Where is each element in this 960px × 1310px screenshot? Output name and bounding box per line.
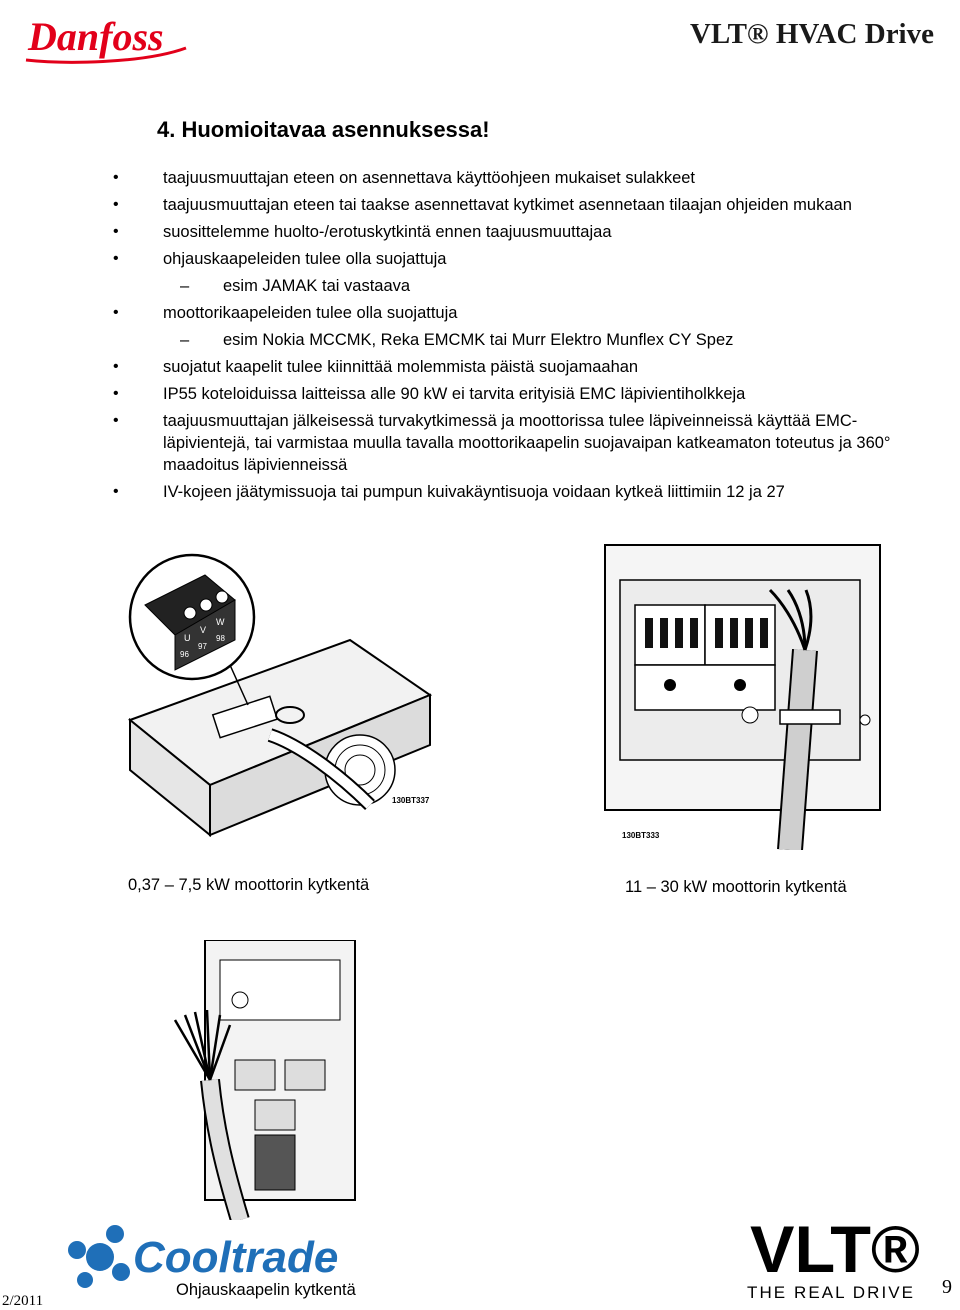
figure-code: 130BT337 bbox=[392, 796, 430, 805]
control-cable-figure bbox=[165, 940, 375, 1220]
vlt-logo-text: VLT® bbox=[750, 1212, 920, 1286]
list-item: • moottorikaapeleiden tulee olla suojattuja bbox=[113, 304, 458, 322]
footer-caption: Ohjauskaapelin kytkentä bbox=[176, 1281, 356, 1299]
installation-notes-list bbox=[110, 167, 930, 508]
list-item: • taajuusmuuttajan jälkeisessä turvakytkimessä ja moottorissa tulee läpiveinneissä käyttää EMC-läpivientejä, tai varmistaa muulla tavalla moottorikaapelin suojavaipan katkeamaton toteutus ja 360° maadoitus läpivienneissä bbox=[113, 412, 891, 474]
dash-icon: – bbox=[180, 331, 190, 349]
dash-icon: – bbox=[180, 277, 190, 295]
list-item: • suojatut kaapelit tulee kiinnittää molemmista päistä suojamaahan bbox=[113, 358, 639, 376]
caption-small-drive: 0,37 – 7,5 kW moottorin kytkentä bbox=[128, 876, 370, 894]
bullet-dot-icon: • bbox=[113, 304, 119, 321]
terminal-label-96: 96 bbox=[180, 650, 189, 659]
bullet-dot-icon: • bbox=[113, 196, 119, 213]
bullet-dot-icon: • bbox=[113, 223, 119, 240]
bullet-dot-icon: • bbox=[113, 483, 119, 500]
danfoss-logo-text: Danfoss bbox=[28, 14, 164, 59]
list-item: • taajuusmuuttajan eteen tai taakse asennettavat kytkimet asennetaan tilaajan ohjeiden mukaan bbox=[113, 196, 852, 214]
list-item: • suosittelemme huolto-/erotuskytkintä ennen taajuusmuuttajaa bbox=[113, 223, 612, 241]
sub-list-item: – esim Nokia MCCMK, Reka EMCMK tai Murr Elektro Munflex CY Spez bbox=[180, 331, 734, 349]
date-fragment: 2/2011 bbox=[2, 1293, 44, 1309]
product-title: VLT® HVAC Drive bbox=[689, 18, 934, 50]
list-item: • ohjauskaapeleiden tulee olla suojattuja bbox=[113, 250, 447, 268]
bullet-dot-icon: • bbox=[113, 412, 119, 429]
figure-code: 130BT333 bbox=[622, 831, 660, 840]
page-number: 9 bbox=[942, 1276, 952, 1298]
terminal-label-w: W bbox=[216, 617, 225, 627]
motor-connection-figure-small bbox=[120, 545, 440, 845]
motor-connection-figure-large bbox=[600, 540, 890, 850]
vlt-tagline: THE REAL DRIVE bbox=[747, 1283, 913, 1302]
cooltrade-logo-text: Cooltrade bbox=[133, 1233, 339, 1282]
sub-list-item: – esim JAMAK tai vastaava bbox=[180, 277, 411, 295]
bullet-dot-icon: • bbox=[113, 385, 119, 402]
bullet-dot-icon: • bbox=[113, 358, 119, 375]
terminal-label-v: V bbox=[200, 625, 207, 635]
bullet-dot-icon: • bbox=[113, 250, 119, 267]
list-item: • IV-kojeen jäätymissuoja tai pumpun kuivakäyntisuoja voidaan kytkeä liittimiin 12 ja 27 bbox=[113, 483, 785, 501]
bullet-dot-icon: • bbox=[113, 169, 119, 186]
caption-large-drive: 11 – 30 kW moottorin kytkentä bbox=[625, 878, 847, 896]
danfoss-logo bbox=[22, 8, 190, 70]
terminal-label-98: 98 bbox=[216, 634, 225, 643]
terminal-label-97: 97 bbox=[198, 642, 207, 651]
section-title: 4. Huomioitavaa asennuksessa! bbox=[157, 117, 490, 142]
terminal-label-u: U bbox=[184, 633, 191, 643]
list-item: • taajuusmuuttajan eteen on asennettava käyttöohjeen mukaiset sulakkeet bbox=[113, 169, 696, 187]
list-item: • IP55 koteloiduissa laitteissa alle 90 kW ei tarvita erityisiä EMC läpivientiholkkeja bbox=[113, 385, 746, 403]
vlt-logo bbox=[745, 1212, 935, 1304]
